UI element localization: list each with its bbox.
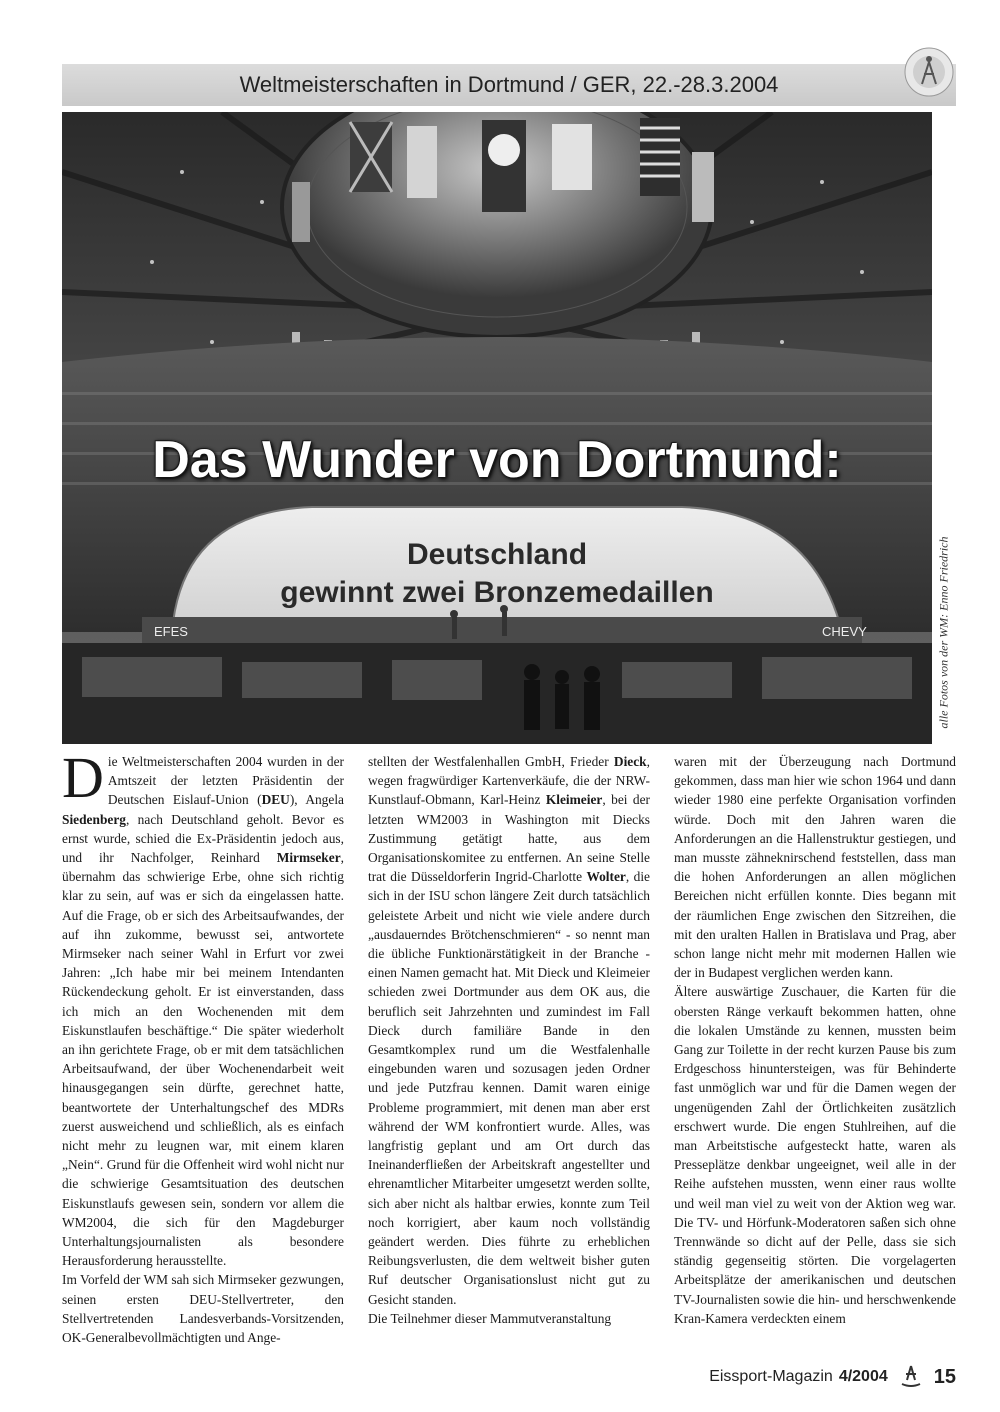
article-paragraph <box>62 1270 344 1347</box>
text-run: , die sich in der ISU schon längere Zeit durch tatsächlich geleistete Arbeit und nicht wie viele andere durch „ausdauerndes Brötchenschmieren“ - so nennt man die übliche Funktionärstätigkeit in der Branche - einen Namen gemacht hat. Mit Dieck und Kleimeier schieden zwei Dortmunder aus dem OK aus, die beruflich seit Jahrzehnten und zumindest im Fall Dieck durch familiäre Bande in den Gesamtkomplex rund um die Westfalenhalle eingebunden waren und sozusagen jeden Ordner und jede Putzfrau kennen. Damit waren einige Probleme programmiert, mit denen man aber erst während der WM konfrontiert wurde. Alles, was langfristig geplant und am Ort durch das Ineinanderfließen der Arbeitskraft angestellter und ehrenamtlicher Mitarbeiter umgesetzt werden sollte, sich aber nicht als haltbar erwies, konnte zum Teil noch korrigiert, aber kaum noch vollständig geändert werden. Dies führte zu erheblichen Reibungsverlusten, die dem weltweit bisher guten Ruf deutscher Organisationslust nicht gut zu Gesicht standen. <box>368 869 650 1307</box>
text-run: stellten der Westfalenhallen GmbH, Frieder <box>368 754 614 769</box>
skater-logo-icon <box>902 44 956 100</box>
text-run: ie Weltmeisterschaften 2004 wurden in der Amtszeit der letzten Präsidentin der Deutschen Eislauf-Union ( <box>107 754 344 808</box>
text-run: Ältere auswärtige Zuschauer, die Karten für die obersten Ränge verkauft bekommen hatten, ohne die lokalen Umstände zu kennen, mussten beim Gang zur Toilette in der recht kurzen Pause bis zum Erdgeschoss hinuntersteigen, was für Behinderte fast unmöglich war und für die Damen wegen der ungenügenden Zahl der Örtlichkeiten zusätzlich erschwert wurde. Die engen Stuhlreihen, auf die man Arbeitstische aufgesteckt hatte, waren als Presseplätze denkbar ungeeignet, weil alle in der Reihe aufstehen mussten, wenn einer raus wollte und weil man viel zu weit von der Aktion weg war. Die TV- und Hörfunk-Moderatoren saßen sich ohne Trennwände so dicht auf der Pelle, dass sie sich ständig gegenseitig störten. Die vorgelagerten Arbeitsplätze der amerikanischen und deutschen TV-Journalisten sowie die hin- und herschwenkende Kran-Kamera verdeckten einem <box>674 984 956 1326</box>
article-paragraph <box>674 982 956 1328</box>
subtitle-line-2: gewinnt zwei Bronzemedaillen <box>280 576 714 609</box>
text-run: , übernahm das schwierige Erbe, ohne sich richtig klar zu sein, auf was er sich da eingelassen hatte. Auf die Frage, ob er sich des Arbeitsaufwandes, der auf ihn zukomme, bewusst sei, antwortete Mirmseker nach seiner Wahl in Erfurt vor zwei Jahren: „Ich habe mir bei meinem Intendanten Rückendeckung geholt. Er ist einverstanden, dass ich mich an den Wochenenden mit dem Eiskunstlaufen beschäftige.“ Die später wiederholt an ihn gerichtete Frage, ob er mit dem tatsächlichen Arbeitsaufwand, der über Wochenendarbeit weit hinausgegangen sein dürfte, gerechnet hatte, beantwortete der Unterhaltungschef des MDRs zuerst ausweichend und schließlich, als es einfach nicht mehr zu leugnen war, mit einem klaren „Nein“. Grund für die Offenheit wird wohl nicht nur die schwierige Gesamtsituation des deutschen Eiskunstlaufs gewesen sein, sondern vor allem die WM2004, die sich für den Magdeburger Unterhaltungsjournalisten als besondere Herausforderung herausstellte. <box>62 850 344 1269</box>
article-paragraph <box>368 752 650 1309</box>
article-paragraph <box>368 1309 650 1328</box>
headline-subtitle <box>62 536 932 612</box>
photo-credit: alle Fotos von der WM: Enno Friedrich <box>936 536 951 728</box>
issue-number: 4/2004 <box>838 1368 888 1385</box>
page-footer <box>680 1362 956 1392</box>
subtitle-line-1: Deutschland <box>406 538 588 571</box>
magazine-logo-icon <box>898 1362 924 1393</box>
bold-name: Siedenberg <box>62 811 126 827</box>
event-title: Weltmeisterschaften in Dortmund / GER, 22.-28.3.2004 <box>239 72 779 97</box>
bold-name: Dieck <box>613 754 647 769</box>
article-column-1 <box>62 745 344 1352</box>
article-paragraph <box>674 752 956 982</box>
header-bar <box>62 64 956 106</box>
text-run: ), Angela <box>289 792 344 808</box>
page-number: 15 <box>933 1365 956 1388</box>
article-column-3 <box>674 752 956 1352</box>
bold-name: Kleimeier <box>545 792 603 808</box>
text-run: , nach Deutschland geholt. Bevor es ernst wurde, schied die Ex-Präsidentin jedoch aus, und ihr Nachfolger, Reinhard <box>62 811 344 866</box>
text-run: , bei der letzten WM2003 in Washington mit Diecks Zustimmung getätigt hatte, aus dem Organisationskomitee zu entfernen. An seine Stelle trat die Düsseldorferin Ingrid-Charlotte <box>368 792 651 885</box>
article-paragraph <box>62 745 344 1270</box>
bold-name: Mirmseker <box>276 850 341 866</box>
bold-name: Wolter <box>586 869 626 885</box>
article-column-2 <box>368 752 650 1352</box>
text-run: Die Teilnehmer dieser Mammutveranstaltung <box>368 1310 612 1326</box>
article-body <box>62 745 956 1352</box>
rink-banner-chevy: CHEVY <box>822 624 867 639</box>
text-run: , wegen fragwürdiger Kartenverkäufe, die der NRW-Kunstlauf-Obmann, Karl-Heinz <box>368 754 650 808</box>
headline-title: Das Wunder von Dortmund: <box>152 431 842 489</box>
drop-cap: D <box>62 745 104 810</box>
magazine-name: Eissport-Magazin <box>709 1368 833 1385</box>
rink-banner-efes: EFES <box>154 624 188 639</box>
text-run: Im Vorfeld der WM sah sich Mirmseker gezwungen, seinen ersten DEU-Stellvertreter, den Stellvertretenden Landesverbands-Vorsitzenden, OK-Generalbevollmächtigten und Ange- <box>62 1272 344 1346</box>
bold-name: DEU <box>261 792 290 808</box>
text-run: waren mit der Überzeugung nach Dortmund gekommen, dass man hier wie schon 1964 und dann wieder 1980 eine perfekte Organisation vorfinden würde. Doch mit den Jahren waren die Anforderungen an die Hallenstruktur gestiegen, und man musste zähneknirschend feststellen, dass man die hohen Anforderungen an allen möglichen Bereichen nicht erfüllen konnte. Dies begann mit der räumlichen Enge zwischen den Sitzreihen, die mit den uralten Hallen in Bratislava und Prag, aber schon lange nicht mehr mit modernen Hallen wie der in Budapest verglichen werden kann. <box>674 754 956 981</box>
arena-photo <box>62 112 932 744</box>
